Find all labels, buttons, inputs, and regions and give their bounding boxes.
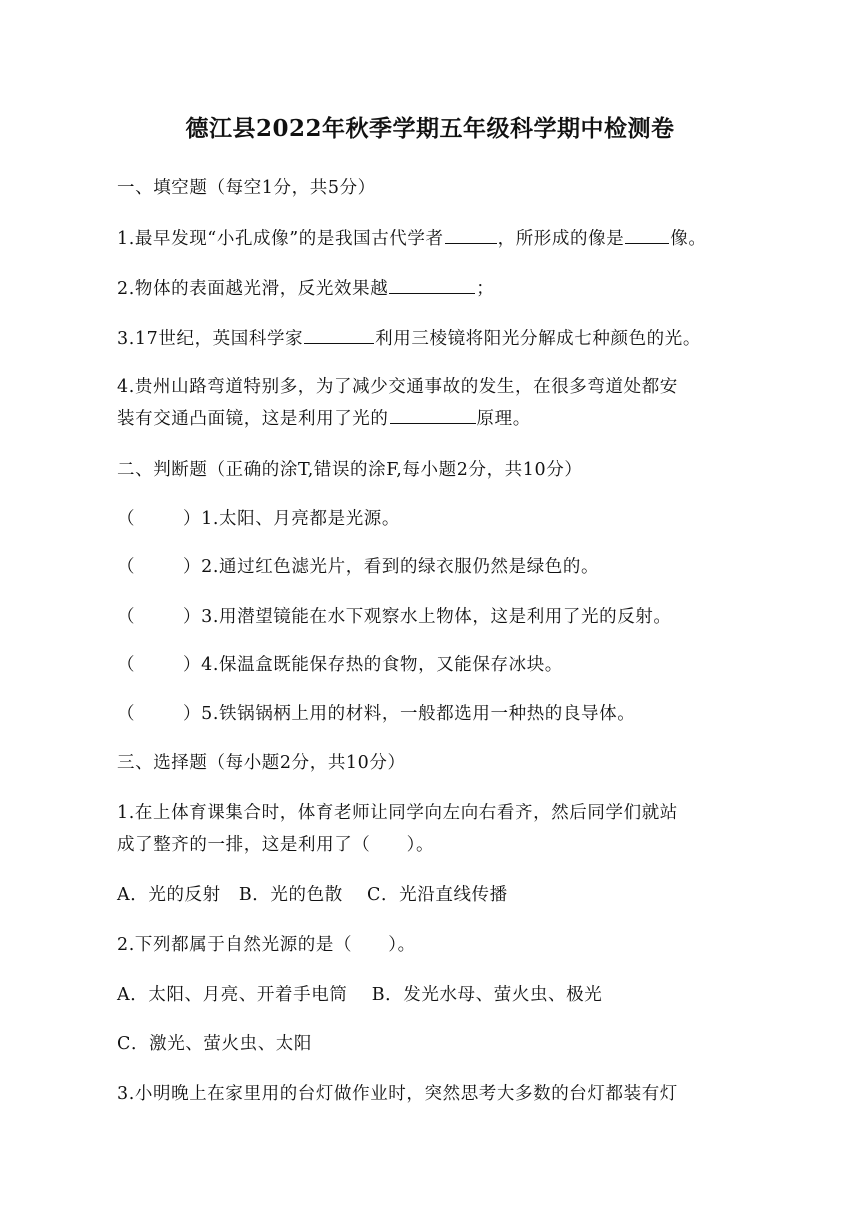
close-paren: ） <box>183 557 202 577</box>
question-1-2 <box>117 275 494 300</box>
choice-q1-line1: 1.在上体育课集合时，体育老师让同学向左向右看齐，然后同学们就站 <box>117 803 678 823</box>
judgement-text: 5.铁锅锅柄上用的材料，一般都选用一种热的良导体。 <box>201 704 636 724</box>
choice-q3-line1: 3.小明晚上在家里用的台灯做作业时，突然思考大多数的台灯都装有灯 <box>117 1084 678 1104</box>
judgement-text: 4.保温盒既能保存热的食物，又能保存冰块。 <box>201 655 563 675</box>
answer-blank <box>389 292 475 294</box>
open-paren: （ <box>117 557 136 577</box>
q4-text-a: 装有交通凸面镜，这是利用了光的 <box>117 409 389 429</box>
judgement-item <box>117 505 400 530</box>
section2-heading: 二、判断题（正确的涂T,错误的涂F,每小题2分，共10分） <box>117 460 583 480</box>
q2-text-a: 2.物体的表面越光滑，反光效果越 <box>117 279 389 299</box>
judgement-item <box>117 553 599 578</box>
q1-text-c: 像。 <box>670 229 707 249</box>
open-paren: （ <box>117 655 136 675</box>
q3-text-b: 利用三棱镜将阳光分解成七种颜色的光。 <box>375 329 701 349</box>
exam-title: 德江县2022年秋季学期五年级科学期中检测卷 <box>185 115 675 142</box>
choice-q2-options-line1: A．太阳、月亮、开着手电筒 B．发光水母、萤火虫、极光 <box>117 985 603 1005</box>
q2-text-b: ； <box>476 279 495 299</box>
close-paren: ） <box>183 655 202 675</box>
question-1-4-line1: 4.贵州山路弯道特别多，为了减少交通事故的发生，在很多弯道处都安 <box>117 377 678 397</box>
judgement-text: 3.用潜望镜能在水下观察水上物体，这是利用了光的反射。 <box>201 607 672 627</box>
q3-text-a: 3.17世纪，英国科学家 <box>117 329 304 349</box>
choice-q2-stem: 2.下列都属于自然光源的是（ ）。 <box>117 935 416 955</box>
choice-q1-line2: 成了整齐的一排，这是利用了（ ）。 <box>117 835 435 855</box>
section3-heading: 三、选择题（每小题2分，共10分） <box>117 753 406 773</box>
answer-blank <box>445 242 497 244</box>
open-paren: （ <box>117 607 136 627</box>
answer-blank <box>625 242 669 244</box>
judgement-text: 2.通过红色滤光片，看到的绿衣服仍然是绿色的。 <box>201 557 600 577</box>
q1-text-a: 1.最早发现“小孔成像”的是我国古代学者 <box>117 229 444 249</box>
close-paren: ） <box>183 704 202 724</box>
close-paren: ） <box>183 607 202 627</box>
open-paren: （ <box>117 704 136 724</box>
answer-blank <box>304 342 374 344</box>
judgement-text: 1.太阳、月亮都是光源。 <box>201 509 401 529</box>
judgement-item <box>117 603 672 628</box>
q1-text-b: ，所形成的像是 <box>497 229 625 249</box>
answer-blank <box>390 422 476 424</box>
choice-q1-options: A．光的反射 B．光的色散 C．光沿直线传播 <box>117 885 508 905</box>
q4-text-b: 原理。 <box>476 409 531 429</box>
question-1-1 <box>117 225 707 250</box>
open-paren: （ <box>117 509 136 529</box>
judgement-item <box>117 651 563 676</box>
close-paren: ） <box>183 509 202 529</box>
question-1-3 <box>117 325 701 350</box>
question-1-4-line2 <box>117 405 531 430</box>
judgement-item <box>117 700 635 725</box>
section1-heading: 一、填空题（每空1分，共5分） <box>117 178 376 198</box>
choice-q2-options-line2: C．激光、萤火虫、太阳 <box>117 1034 312 1054</box>
